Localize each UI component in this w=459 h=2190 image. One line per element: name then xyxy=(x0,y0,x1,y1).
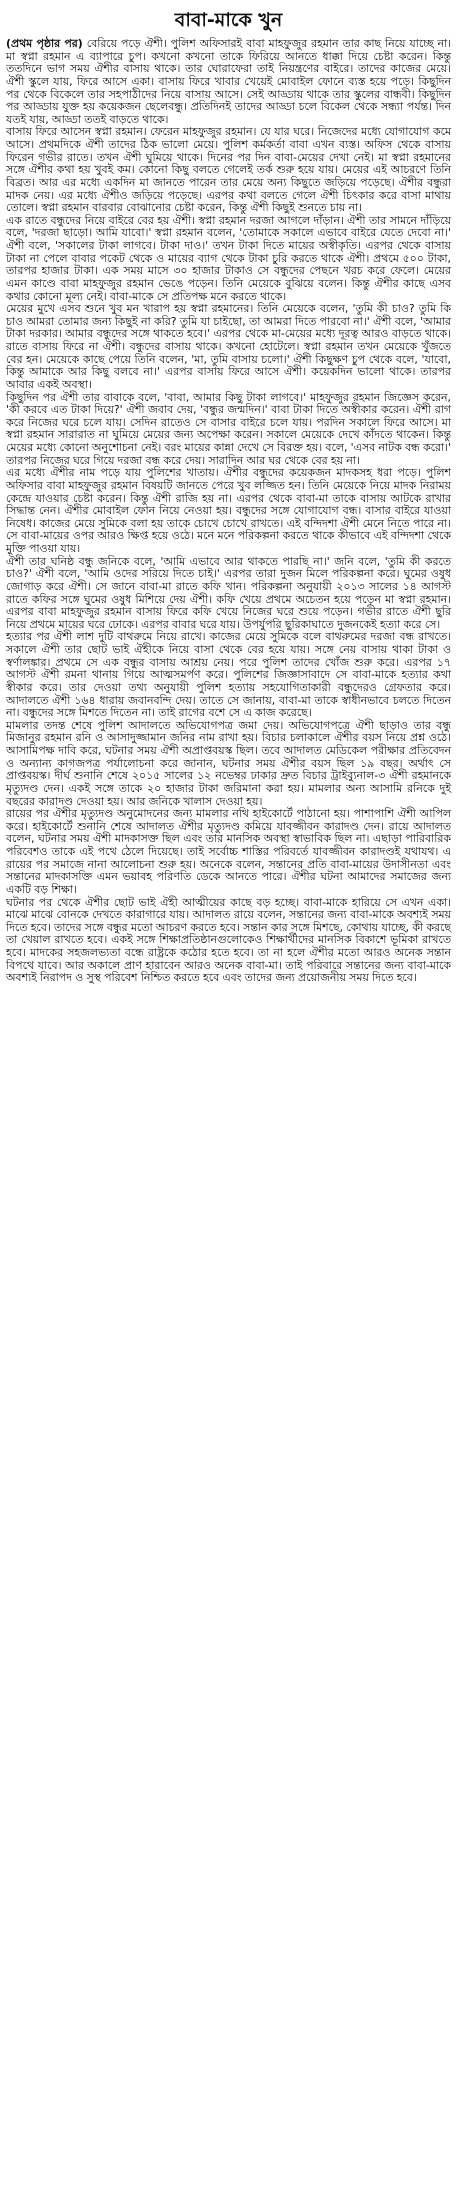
article-paragraph: রায়ের পর ঐশীর মৃত্যুদণ্ড অনুমোদনের জন্য মামলার নথি হাইকোর্টে পাঠানো হয়। পাশাপাশি ঐশী আপিল করে। হাইকোর্টে শুনানি শেষে আদালত ঐশীর মৃত্যুদণ্ড কমিয়ে যাবজ্জীবন কারাদণ্ড দেন। রায়ে আদালত বলেন, ঘটনার সময় ঐশী মাদকাসক্ত ছিল এবং তার মানসিক অবস্থা স্বাভাবিক ছিল না। এছাড়া পারিবারিক পরিবেশও তাকে এই পথে ঠেলে দিয়েছে। তাই সর্বোচ্চ শাস্তির পরিবর্তে যাবজ্জীবন কারাদণ্ডই যথাযথ। এ রায়ের পর সমাজে নানা আলোচনা শুরু হয়। অনেকে বলেন, সন্তানের প্রতি বাবা-মায়ের উদাসীনতা এবং সন্তানের মাদকাসক্তি এমন ভয়াবহ পরিণতি ডেকে আনতে পারে। ঐশীর ঘটনা আমাদের সমাজের জন্য একটি বড় শিক্ষা। xyxy=(6,807,451,896)
article-paragraph: বাসায় ফিরে আসেন স্বপ্না রহমান। ফেরেন মাহফুজুর রহমান। যে যার ঘরে। নিজেদের মধ্যে যোগাযোগ কমে আসে। প্রথমদিকে ঐশী তাদের ঠিক ভালো মেয়ে। পুলিশ কর্মকর্তা বাবা এখন ব্যস্ত। অফিস থেকে বাসায় ফিরেন গভীর রাতে। তখন ঐশী ঘুমিয়ে থাকে। দিনের পর দিন বাবা-মেয়ের দেখা নেই। মা স্বপ্না রহমানের সঙ্গে ঐশীর কথা হয় খুবই কম। কোনো কিছু বলতে গেলেই তর্ক শুরু হয়ে যায়। মেয়ের এই আচরণে তিনি বিব্রত। আর এর মধ্যে একদিন মা জানতে পারেন তার মেয়ে অন্য কিছুতে জড়িয়ে পড়েছে। ঐশীর বন্ধুরা মাদক নেয়। এর মধ্যে ঐশীও জড়িয়ে পড়েছে। এরপর কথা বলতে গেলে ঐশী চিৎকার করে বাসা মাথায় তোলে। স্বপ্না রহমান বারবার বোঝানোর চেষ্টা করেন, কিন্তু ঐশী কিছুই শুনতে চায় না। xyxy=(6,125,451,215)
article-paragraph: মেয়ের মুখে এসব শুনে খুব মন খারাপ হয় স্বপ্না রহমানের। তিনি মেয়েকে বলেন, 'তুমি কী চাও? তুমি কি চাও আমরা তোমার জন্য কিছুই না করি? তুমি যা চাইছো, তা আমরা দিতে পারবো না।' ঐশী বলে, 'আমার টাকা দরকার। আমার বন্ধুদের সঙ্গে থাকতে হবে।' এরপর থেকে মা-মেয়ের মধ্যে দূরত্ব আরও বাড়তে থাকে। রাতে বাসায় ফিরে না ঐশী। বন্ধুদের বাসায় থাকে। কখনো হোটেলে। স্বপ্না রহমান তখন মেয়েকে খুঁজতে বের হন। মেয়েকে কাছে পেয়ে তিনি বলেন, 'মা, তুমি বাসায় চলো।' ঐশী কিছুক্ষণ চুপ থেকে বলে, 'যাবো, কিন্তু আমাকে আর কিছু বলবে না।' এরপর বাসায় ফিরে আসে ঐশী। কয়েকদিন ভালো থাকে। তারপর আবার একই অবস্থা। xyxy=(6,302,451,391)
article-paragraph xyxy=(6,38,451,126)
article-paragraph: এক রাতে বন্ধুদের নিয়ে বাইরে বের হয় ঐশী। স্বপ্না রহমান দরজা আগলে দাঁড়ান। ঐশী তার সামনে দাঁড়িয়ে বলে, 'দরজা ছাড়ো। আমি যাবো।' স্বপ্না রহমান বলেন, 'তোমাকে সকালে এভাবে বাইরে যেতে দেবো না।' ঐশী বলে, 'সকালের টাকা লাগবে। টাকা দাও।' তখন টাকা দিতে মায়ের অস্বীকৃতি। এরপর থেকে বাসায় টাকা না পেলে বাবার পকেট থেকে ও মায়ের ব্যাগ থেকে টাকা চুরি করতে থাকে ঐশী। প্রথমে ৫০০ টাকা, তারপর হাজার টাকা। এক সময় মাসে ৩০ হাজার টাকাও সে বন্ধুদের পেছনে খরচ করে ফেলে। মেয়ের এমন কাণ্ডে বাবা মাহফুজুর রহমান ভেঙে পড়েন। তিনি মেয়েকে বুঝিয়ে বলেন। কিন্তু ঐশীর কাছে এসব কথার কোনো মূল্য নেই। বাবা-মাকে সে প্রতিপক্ষ মনে করতে থাকে। xyxy=(6,213,451,303)
article-paragraph: হত্যার পর ঐশী লাশ দুটি বাথরুমে নিয়ে রাখে। কাজের মেয়ে সুমিকে বলে বাথরুমের দরজা বন্ধ রাখতে। সকালে ঐশী তার ছোট ভাই ঐহীকে নিয়ে বাসা থেকে বের হয়ে যায়। সঙ্গে নেয় বাসায় থাকা টাকা ও স্বর্ণালঙ্কার। প্রথমে সে এক বন্ধুর বাসায় আশ্রয় নেয়। পরে পুলিশ তাদের খোঁজ শুরু করে। এরপর ১৭ আগস্ট ঐশী রমনা থানায় গিয়ে আত্মসমর্পণ করে। পুলিশের জিজ্ঞাসাবাদে সে বাবা-মাকে হত্যার কথা স্বীকার করে। তার দেওয়া তথ্য অনুযায়ী পুলিশ হত্যায় সহযোগিতাকারী বন্ধুদেরও গ্রেফতার করে। আদালতে ঐশী ১৬৪ ধারায় জবানবন্দি দেয়। তাতে সে জানায়, বাবা-মা তাকে স্বাধীনভাবে চলতে দিতেন না। বন্ধুদের সঙ্গে মিশতে দিতেন না। তাই রাগের বশে সে এ কাজ করেছে। xyxy=(6,630,451,720)
article-paragraph: মামলার তদন্ত শেষে পুলিশ আদালতে অভিযোগপত্র জমা দেয়। অভিযোগপত্রে ঐশী ছাড়াও তার বন্ধু মিজানুর রহমান রনি ও আসাদুজ্জামান জনির নাম রাখা হয়। বিচার চলাকালে ঐশীর বয়স নিয়ে প্রশ্ন ওঠে। আসামিপক্ষ দাবি করে, ঘটনার সময় ঐশী অপ্রাপ্তবয়স্ক ছিল। তবে আদালত মেডিকেল পরীক্ষার প্রতিবেদন ও অন্যান্য কাগজপত্র পর্যালোচনা করে জানান, ঘটনার সময় ঐশীর বয়স ছিল ১৯ বছর। অর্থাৎ সে প্রাপ্তবয়স্ক। দীর্ঘ শুনানি শেষে ২০১৫ সালের ১২ নভেম্বর ঢাকার দ্রুত বিচার ট্রাইব্যুনাল-৩ ঐশী রহমানকে মৃত্যুদণ্ড দেন। একই সঙ্গে তাকে ২০ হাজার টাকা জরিমানা করা হয়। মামলার অন্য আসামি রনিকে দুই বছরের কারাদণ্ড দেওয়া হয়। আর জনিকে খালাস দেওয়া হয়। xyxy=(6,718,451,808)
article-paragraph: এর মধ্যে ঐশীর নাম পড়ে যায় পুলিশের খাতায়। ঐশীর বন্ধুদের কয়েকজন মাদকসহ ধরা পড়ে। পুলিশ অফিসার বাবা মাহফুজুর রহমান বিষয়টি জানতে পেরে খুব লজ্জিত হন। তিনি মেয়েকে নিয়ে মাদক নিরাময় কেন্দ্রে যাওয়ার চেষ্টা করেন। কিন্তু ঐশী রাজি হয় না। এরপর থেকে বাবা-মা তাকে বাসায় আটকে রাখার সিদ্ধান্ত নেন। ঐশীর মোবাইল ফোন নিয়ে নেওয়া হয়। বন্ধুদের সঙ্গে যোগাযোগ বন্ধ। বাসার বাইরে যাওয়া নিষেধ। কাজের মেয়ে সুমিকে বলা হয় তাকে চোখে চোখে রাখতে। এই বন্দিদশা ঐশী মেনে নিতে পারে না। সে বাবা-মায়ের ওপর আরও ক্ষিপ্ত হয়ে ওঠে। মনে মনে পরিকল্পনা করতে থাকে কীভাবে এই বন্দিদশা থেকে মুক্তি পাওয়া যায়। xyxy=(6,466,451,555)
article-paragraph: ঐশী তার ঘনিষ্ঠ বন্ধু জনিকে বলে, 'আমি এভাবে আর থাকতে পারছি না।' জনি বলে, 'তুমি কী করতে চাও?' ঐশী বলে, 'আমি ওদের সরিয়ে দিতে চাই।' এরপর তারা দুজন মিলে পরিকল্পনা করে। ঘুমের ওষুধ জোগাড় করে ঐশী। সে জানে বাবা-মা রাতে কফি খান। পরিকল্পনা অনুযায়ী ২০১৩ সালের ১৪ আগস্ট রাতে কফির সঙ্গে ঘুমের ওষুধ মিশিয়ে দেয় ঐশী। কফি খেয়ে প্রথমে অচেতন হয়ে পড়েন মা স্বপ্না রহমান। এরপর বাবা মাহফুজুর রহমান বাসায় ফিরে কফি খেয়ে নিজের ঘরে শুয়ে পড়েন। গভীর রাতে ঐশী ছুরি নিয়ে প্রথমে মায়ের ঘরে ঢোকে। এরপর বাবার ঘরে যায়। উপর্যুপরি ছুরিকাঘাতে দুজনকেই হত্যা করে সে। xyxy=(6,554,451,631)
paragraph-text: বেরিয়ে পড়ে ঐশী। পুলিশ অফিসারই বাবা মাহফুজুর রহমান তার কাছ নিয়ে যাচ্ছে না। মা স্বপ্না রহমান এ ব্যাপারে চুপ। কখনো কখনো তাকে ফিরিয়ে আনতে ধাক্কা দিয়ে চেষ্টা করেন। কিন্তু ততদিনে ভাগ সময় ঐশীর বাসায় থাকে। তার ঘোরাফেরা তাই নিয়ন্ত্রণের বাইরে। তাদের কাজের মেয়ে। ঐশী স্কুলে যায়, ফিরে আসে একা। বাসায় ফিরে খাবার খেয়েই মোবাইল ফোনে ব্যস্ত হয়ে পড়ে। কিছুদিন পর থেকে বিকেলে তার সহপাঠীদের নিয়ে বাসায় আসে। সেই আড্ডায় থাকে তার স্কুলের বান্ধবী। কিছুদিন পর আড্ডায় যুক্ত হয় কয়েকজন ছেলেবন্ধু। প্রতিদিনই তাদের আড্ডা চলে বিকেল থেকে সন্ধ্যা পর্যন্ত। দিন যতই যায়, আড্ডা ততই বাড়তে থাকে। xyxy=(6,37,452,126)
article-headline: বাবা-মাকে খুন xyxy=(174,9,283,31)
continuation-label: (প্রথম পৃষ্ঠার পর) xyxy=(6,37,83,50)
article-body xyxy=(6,38,451,985)
article-paragraph: কিছুদিন পর ঐশী তার বাবাকে বলে, 'বাবা, আমার কিছু টাকা লাগবে।' মাহফুজুর রহমান জিজ্ঞেস করেন, 'কী করবে এত টাকা দিয়ে?' ঐশী জবাব দেয়, 'বন্ধুর জন্মদিন।' বাবা টাকা দিতে অস্বীকার করেন। ঐশী রাগ করে নিজের ঘরে চলে যায়। সেদিন রাতেও সে বাসার বাইরে চলে যায়। পরদিন সকালে ফিরে আসে। মা স্বপ্না রহমান সারারাত না ঘুমিয়ে মেয়ের জন্য অপেক্ষা করেন। সকালে মেয়েকে দেখে কাঁদতে থাকেন। কিন্তু মেয়ের মধ্যে কোনো অনুশোচনা নেই। বরং মায়ের কান্না দেখে সে বিরক্ত হয়। বলে, 'এসব নাটক বন্ধ করো।' তারপর নিজের ঘরে গিয়ে দরজা বন্ধ করে দেয়। সারাদিন আর ঘর থেকে বের হয় না। xyxy=(6,390,451,467)
article-paragraph: ঘটনার পর থেকে ঐশীর ছোট ভাই ঐহী আত্মীয়ের কাছে বড় হচ্ছে। বাবা-মাকে হারিয়ে সে এখন একা। মাঝে মাঝে বোনকে দেখতে কারাগারে যায়। আদালত রায়ে বলেন, সন্তানের জন্য বাবা-মাকে অবশ্যই সময় দিতে হবে। তাদের সঙ্গে বন্ধুর মতো আচরণ করতে হবে। সন্তান কার সঙ্গে মিশছে, কোথায় যাচ্ছে, কী করছে তা খেয়াল রাখতে হবে। একই সঙ্গে শিক্ষাপ্রতিষ্ঠানগুলোকেও শিক্ষার্থীদের মানসিক বিকাশে ভূমিকা রাখতে হবে। মাদকের সহজলভ্যতা বন্ধে রাষ্ট্রকে কঠোর হতে হবে। তা না হলে ঐশীর মতো আরও অনেক সন্তান বিপথে যাবে। আর অকালে প্রাণ হারাবেন আরও অনেক বাবা-মা। তাই পরিবারে সন্তানের জন্য বাবা-মাকে অবশ্যই নিরাপদ ও সুস্থ পরিবেশ নিশ্চিত করতে হবে এবং তাদের জন্য প্রয়োজনীয় সময় দিতে হবে। xyxy=(6,895,451,985)
